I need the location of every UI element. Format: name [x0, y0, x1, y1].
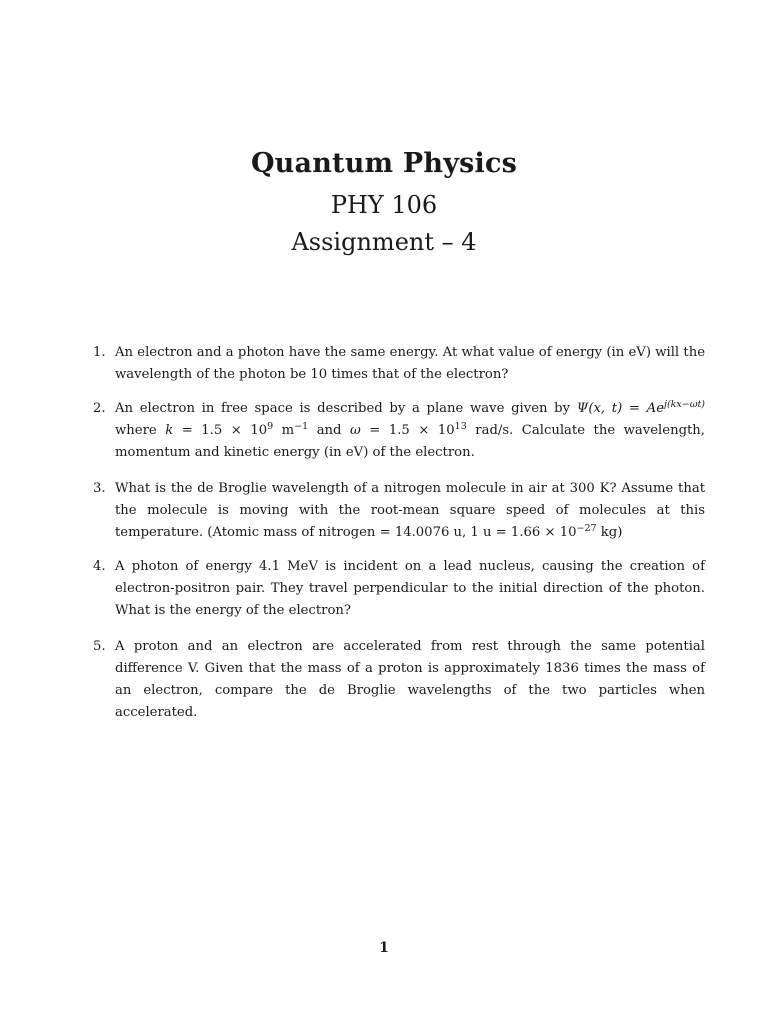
question-text: A proton and an electron are accelerated from rest through the same potential difference V. Given that the mass of a proton is approximately 1836 times the mass of an electron, compare the de Broglie wavelengths of the two particles when accelerated.	[115, 639, 705, 720]
assignment-heading: Assignment – 4	[291, 228, 477, 256]
text-segment: kg)	[596, 525, 623, 540]
exponent: 9	[267, 421, 274, 432]
exponent: 13	[454, 421, 467, 432]
question-number: 4.	[93, 559, 106, 574]
text-segment: An electron in free space is described by a plane wave given by	[115, 401, 577, 416]
question-text	[115, 478, 705, 544]
course-code: PHY 106	[330, 191, 438, 219]
angular-frequency-symbol: ω	[350, 423, 361, 438]
document-title: Quantum Physics	[250, 148, 518, 179]
text-segment: rad/s. Calculate the wavelength, momentum and kinetic energy (in eV) of the electron.	[115, 423, 705, 460]
exponent: −1	[294, 421, 309, 432]
exponent: −27	[576, 523, 597, 534]
text-segment: and	[308, 423, 351, 438]
text-segment: =	[622, 401, 647, 416]
wavenumber-symbol: k	[165, 423, 174, 438]
question-text: A photon of energy 4.1 MeV is incident on a lead nucleus, causing the creation of electron-positron pair. They travel perpendicular to the initial direction of the photon. What is the energy of the electron?	[115, 559, 705, 618]
question-number: 5.	[93, 639, 106, 654]
text-segment: m	[273, 423, 295, 438]
question-number: 2.	[93, 401, 106, 416]
page-number: 1	[379, 940, 389, 956]
exponential-base: e	[656, 401, 664, 416]
amplitude-symbol: A	[646, 401, 657, 416]
wave-function-symbol: Ψ(x, t)	[576, 401, 623, 416]
question-text	[115, 398, 705, 464]
text-segment: where	[115, 423, 166, 438]
text-segment: = 1.5 × 10	[173, 423, 268, 438]
text-segment: What is the de Broglie wavelength of a nitrogen molecule in air at 300 K? Assume that the molecule is moving with the root-mean square speed of molecules at this temperature. (Atomic mass of nitrogen = 14.0076 u, 1 u = 1.66 × 10	[115, 481, 705, 540]
question-text: An electron and a photon have the same energy. At what value of energy (in eV) will the wavelength of the photon be 10 times that of the electron?	[115, 345, 705, 382]
question-number: 1.	[93, 345, 106, 360]
text-segment: = 1.5 × 10	[360, 423, 455, 438]
exponent: j(kx−ωt)	[664, 399, 705, 410]
question-number: 3.	[93, 481, 106, 496]
